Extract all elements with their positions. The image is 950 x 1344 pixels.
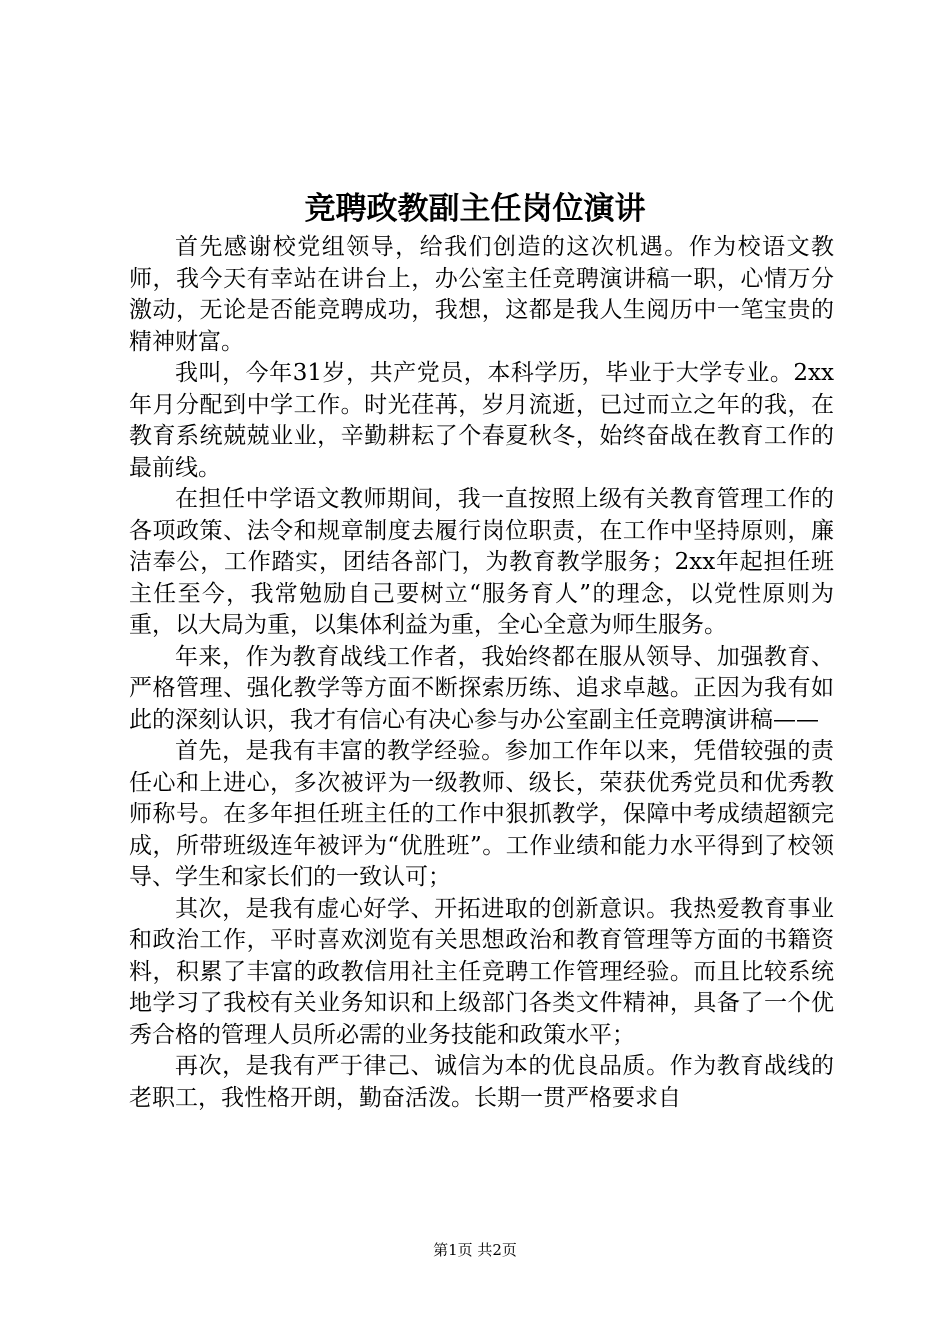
page-footer: 第1页 共2页 bbox=[433, 1241, 517, 1259]
paragraph: 再次，是我有严于律己、诚信为本的优良品质。作为教育战线的老职工，我性格开朗，勤奋活泼。长期一贯严格要求自 bbox=[129, 1053, 834, 1111]
document-body bbox=[129, 232, 834, 1114]
paragraph: 首先，是我有丰富的教学经验。参加工作年以来，凭借较强的责任心和上进心，多次被评为一级教师、级长，荣获优秀党员和优秀教师称号。在多年担任班主任的工作中狠抓教学，保障中考成绩超额完成，所带班级连年被评为“优胜班”。工作业绩和能力水平得到了校领导、学生和家长们的一致认可； bbox=[129, 738, 834, 890]
paragraph: 在担任中学语文教师期间，我一直按照上级有关教育管理工作的各项政策、法令和规章制度去履行岗位职责，在工作中坚持原则，廉洁奉公，工作踏实，团结各部门，为教育教学服务；2xx年起担任班主任至今，我常勉励自己要树立“服务育人”的理念，以党性原则为重，以大局为重，以集体利益为重，全心全意为师生服务。 bbox=[129, 486, 834, 638]
paragraph: 其次，是我有虚心好学、开拓进取的创新意识。我热爱教育事业和政治工作，平时喜欢浏览有关思想政治和教育管理等方面的书籍资料，积累了丰富的政教信用社主任竞聘工作管理经验。而且比较系统地学习了我校有关业务知识和上级部门各类文件精神，具备了一个优秀合格的管理人员所必需的业务技能和政策水平； bbox=[129, 895, 834, 1048]
paragraph: 年来，作为教育战线工作者，我始终都在服从领导、加强教育、严格管理、强化教学等方面不断探索历练、追求卓越。正因为我有如此的深刻认识，我才有信心有决心参与办公室副主任竞聘演讲稿—— bbox=[129, 643, 834, 733]
paragraph: 我叫，今年31岁，共产党员，本科学历，毕业于大学专业。2xx年月分配到中学工作。时光荏苒，岁月流逝，已过而立之年的我，在教育系统兢兢业业，辛勤耕耘了个春夏秋冬，始终奋战在教育工作的最前线。 bbox=[129, 360, 834, 481]
paragraph: 首先感谢校党组领导，给我们创造的这次机遇。作为校语文教师，我今天有幸站在讲台上，办公室主任竞聘演讲稿一职，心情万分激动，无论是否能竞聘成功，我想，这都是我人生阅历中一笔宝贵的精神财富。 bbox=[129, 234, 834, 355]
document-title: 竞聘政教副主任岗位演讲 bbox=[304, 191, 646, 227]
